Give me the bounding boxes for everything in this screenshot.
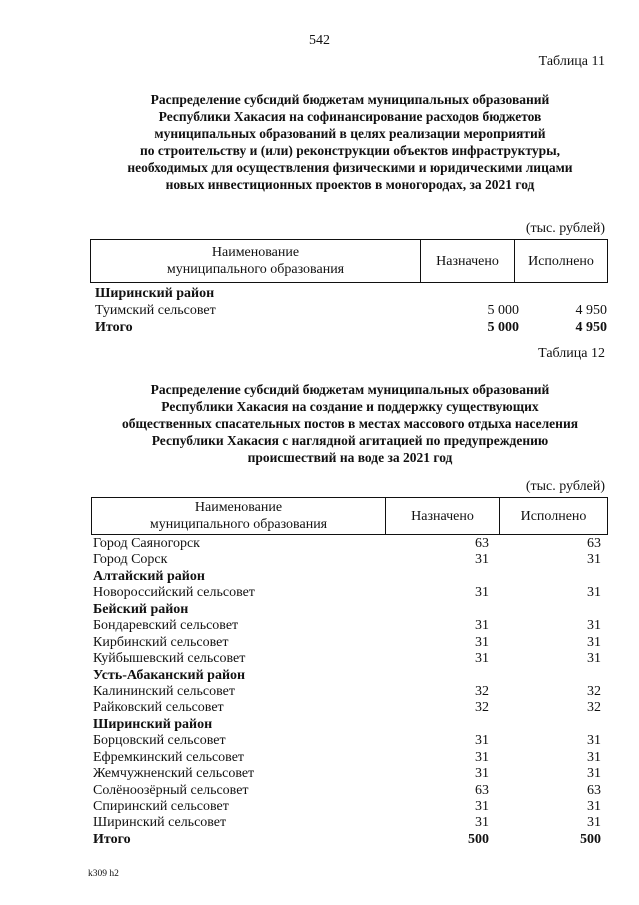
row-assigned: 500 [468,831,489,847]
row-executed: 4 950 [575,320,607,335]
title-line: Распределение субсидий бюджетам муниципальных образований [150,92,550,107]
table-row [93,799,607,815]
title-line: новых инвестиционных проектов в моногородах, за 2021 год [165,177,535,192]
row-name: Куйбышевский сельсовет [93,651,246,667]
table-row [93,783,607,799]
row-name: Ширинский район [93,716,213,732]
table-12-title [60,381,639,466]
header-assigned: Назначено [421,240,515,282]
title-line: общественных спасательных постов в местах массового отдыха населения [121,416,579,431]
row-executed: 31 [587,634,601,650]
table-row [93,766,607,782]
title-line: Республики Хакасия на софинансирование расходов бюджетов [158,109,542,124]
row-name: Солёноозёрный сельсовет [93,782,249,798]
header-assigned: Назначено [386,498,500,534]
table-row [93,635,607,651]
row-assigned: 32 [475,683,489,699]
table-12-header [91,497,608,535]
page-number: 542 [309,33,330,48]
table-11-label: Таблица 11 [538,54,605,69]
row-executed: 31 [587,585,601,601]
table-row [95,320,607,337]
row-executed: 63 [587,782,601,798]
row-name: Борцовский сельсовет [93,733,226,749]
row-assigned: 31 [475,766,489,782]
title-line: муниципальных образований в целях реализации мероприятий [154,126,546,141]
row-name: Итого [93,831,131,847]
table-12-label: Таблица 12 [538,346,605,361]
row-executed: 31 [587,799,601,814]
table-row [93,700,607,716]
table-row [93,815,607,831]
table-row [93,668,607,684]
table-row [93,717,607,733]
row-name: Кирбинский сельсовет [93,634,229,650]
table-row [93,585,607,601]
table-row [93,684,607,700]
row-name: Бондаревский сельсовет [93,618,239,634]
row-executed: 31 [587,618,601,634]
row-name: Райковский сельсовет [93,700,224,716]
row-assigned: 63 [475,536,489,551]
row-assigned: 31 [475,552,489,568]
row-assigned: 31 [475,749,489,765]
row-assigned: 31 [475,634,489,650]
row-name: Город Саяногорск [93,536,200,551]
row-name: Спиринский сельсовет [93,799,229,814]
row-assigned: 31 [475,585,489,601]
row-executed: 31 [587,815,601,831]
row-name: Усть-Абаканский район [93,667,246,683]
table-row [93,552,607,568]
table-12-units: (тыс. рублей) [525,479,605,494]
row-name: Туимский сельсовет [95,303,216,318]
table-row [93,618,607,634]
table-12-body [93,536,607,848]
table-row [95,286,607,303]
table-row [93,569,607,585]
row-name: Ширинский район [95,286,215,301]
row-assigned: 31 [475,815,489,831]
table-11-units: (тыс. рублей) [525,221,605,236]
row-executed: 32 [587,683,601,699]
table-11-body [95,286,607,337]
row-assigned: 31 [475,799,489,814]
header-name-cell [91,240,421,282]
header-name-line: Наименование [211,245,300,260]
title-line: по строительству и (или) реконструкции объектов инфраструктуры, [139,143,561,158]
title-line: Республики Хакасия с наглядной агитацией по предупреждению [151,433,549,448]
header-name-line: Наименование [194,500,283,515]
header-name-line: муниципального образования [166,262,345,277]
header-name-line: муниципального образования [149,517,328,532]
row-assigned: 31 [475,733,489,749]
row-name: Бейский район [93,601,189,617]
row-assigned: 32 [475,700,489,716]
row-name: Город Сорск [93,552,168,568]
row-executed: 32 [587,700,601,716]
row-executed: 31 [587,766,601,782]
row-executed: 31 [587,651,601,667]
table-row [95,303,607,320]
table-row [93,651,607,667]
row-executed: 31 [587,733,601,749]
title-line: Республики Хакасия на создание и поддержку существующих [161,399,539,414]
row-executed: 31 [587,552,601,568]
row-assigned: 63 [475,782,489,798]
table-11-title [60,91,639,193]
header-executed: Исполнено [528,253,594,269]
row-executed: 31 [587,749,601,765]
row-name: Калининский сельсовет [93,683,235,699]
row-executed: 500 [580,831,601,847]
header-name-cell [92,498,386,534]
table-row [93,750,607,766]
row-assigned: 31 [475,618,489,634]
header-executed: Исполнено [520,508,587,524]
row-executed: 4 950 [575,303,607,318]
row-name: Итого [95,320,133,335]
table-11-header [90,239,608,283]
row-assigned: 5 000 [487,320,519,335]
row-name: Алтайский район [93,568,205,584]
footer-code: k309 h2 [88,869,119,879]
row-name: Новороссийский сельсовет [93,585,255,601]
row-name: Ефремкинский сельсовет [93,749,245,765]
table-row [93,832,607,848]
table-row [93,733,607,749]
table-row [93,536,607,552]
row-executed: 63 [587,536,601,551]
row-assigned: 31 [475,651,489,667]
row-assigned: 5 000 [487,303,519,318]
row-name: Ширинский сельсовет [93,815,227,831]
title-line: необходимых для осуществления физическими и юридическими лицами [127,160,573,175]
row-name: Жемчужненский сельсовет [93,766,255,782]
table-row [93,602,607,618]
title-line: происшествий на воде за 2021 год [247,450,453,465]
title-line: Распределение субсидий бюджетам муниципальных образований [150,382,550,397]
